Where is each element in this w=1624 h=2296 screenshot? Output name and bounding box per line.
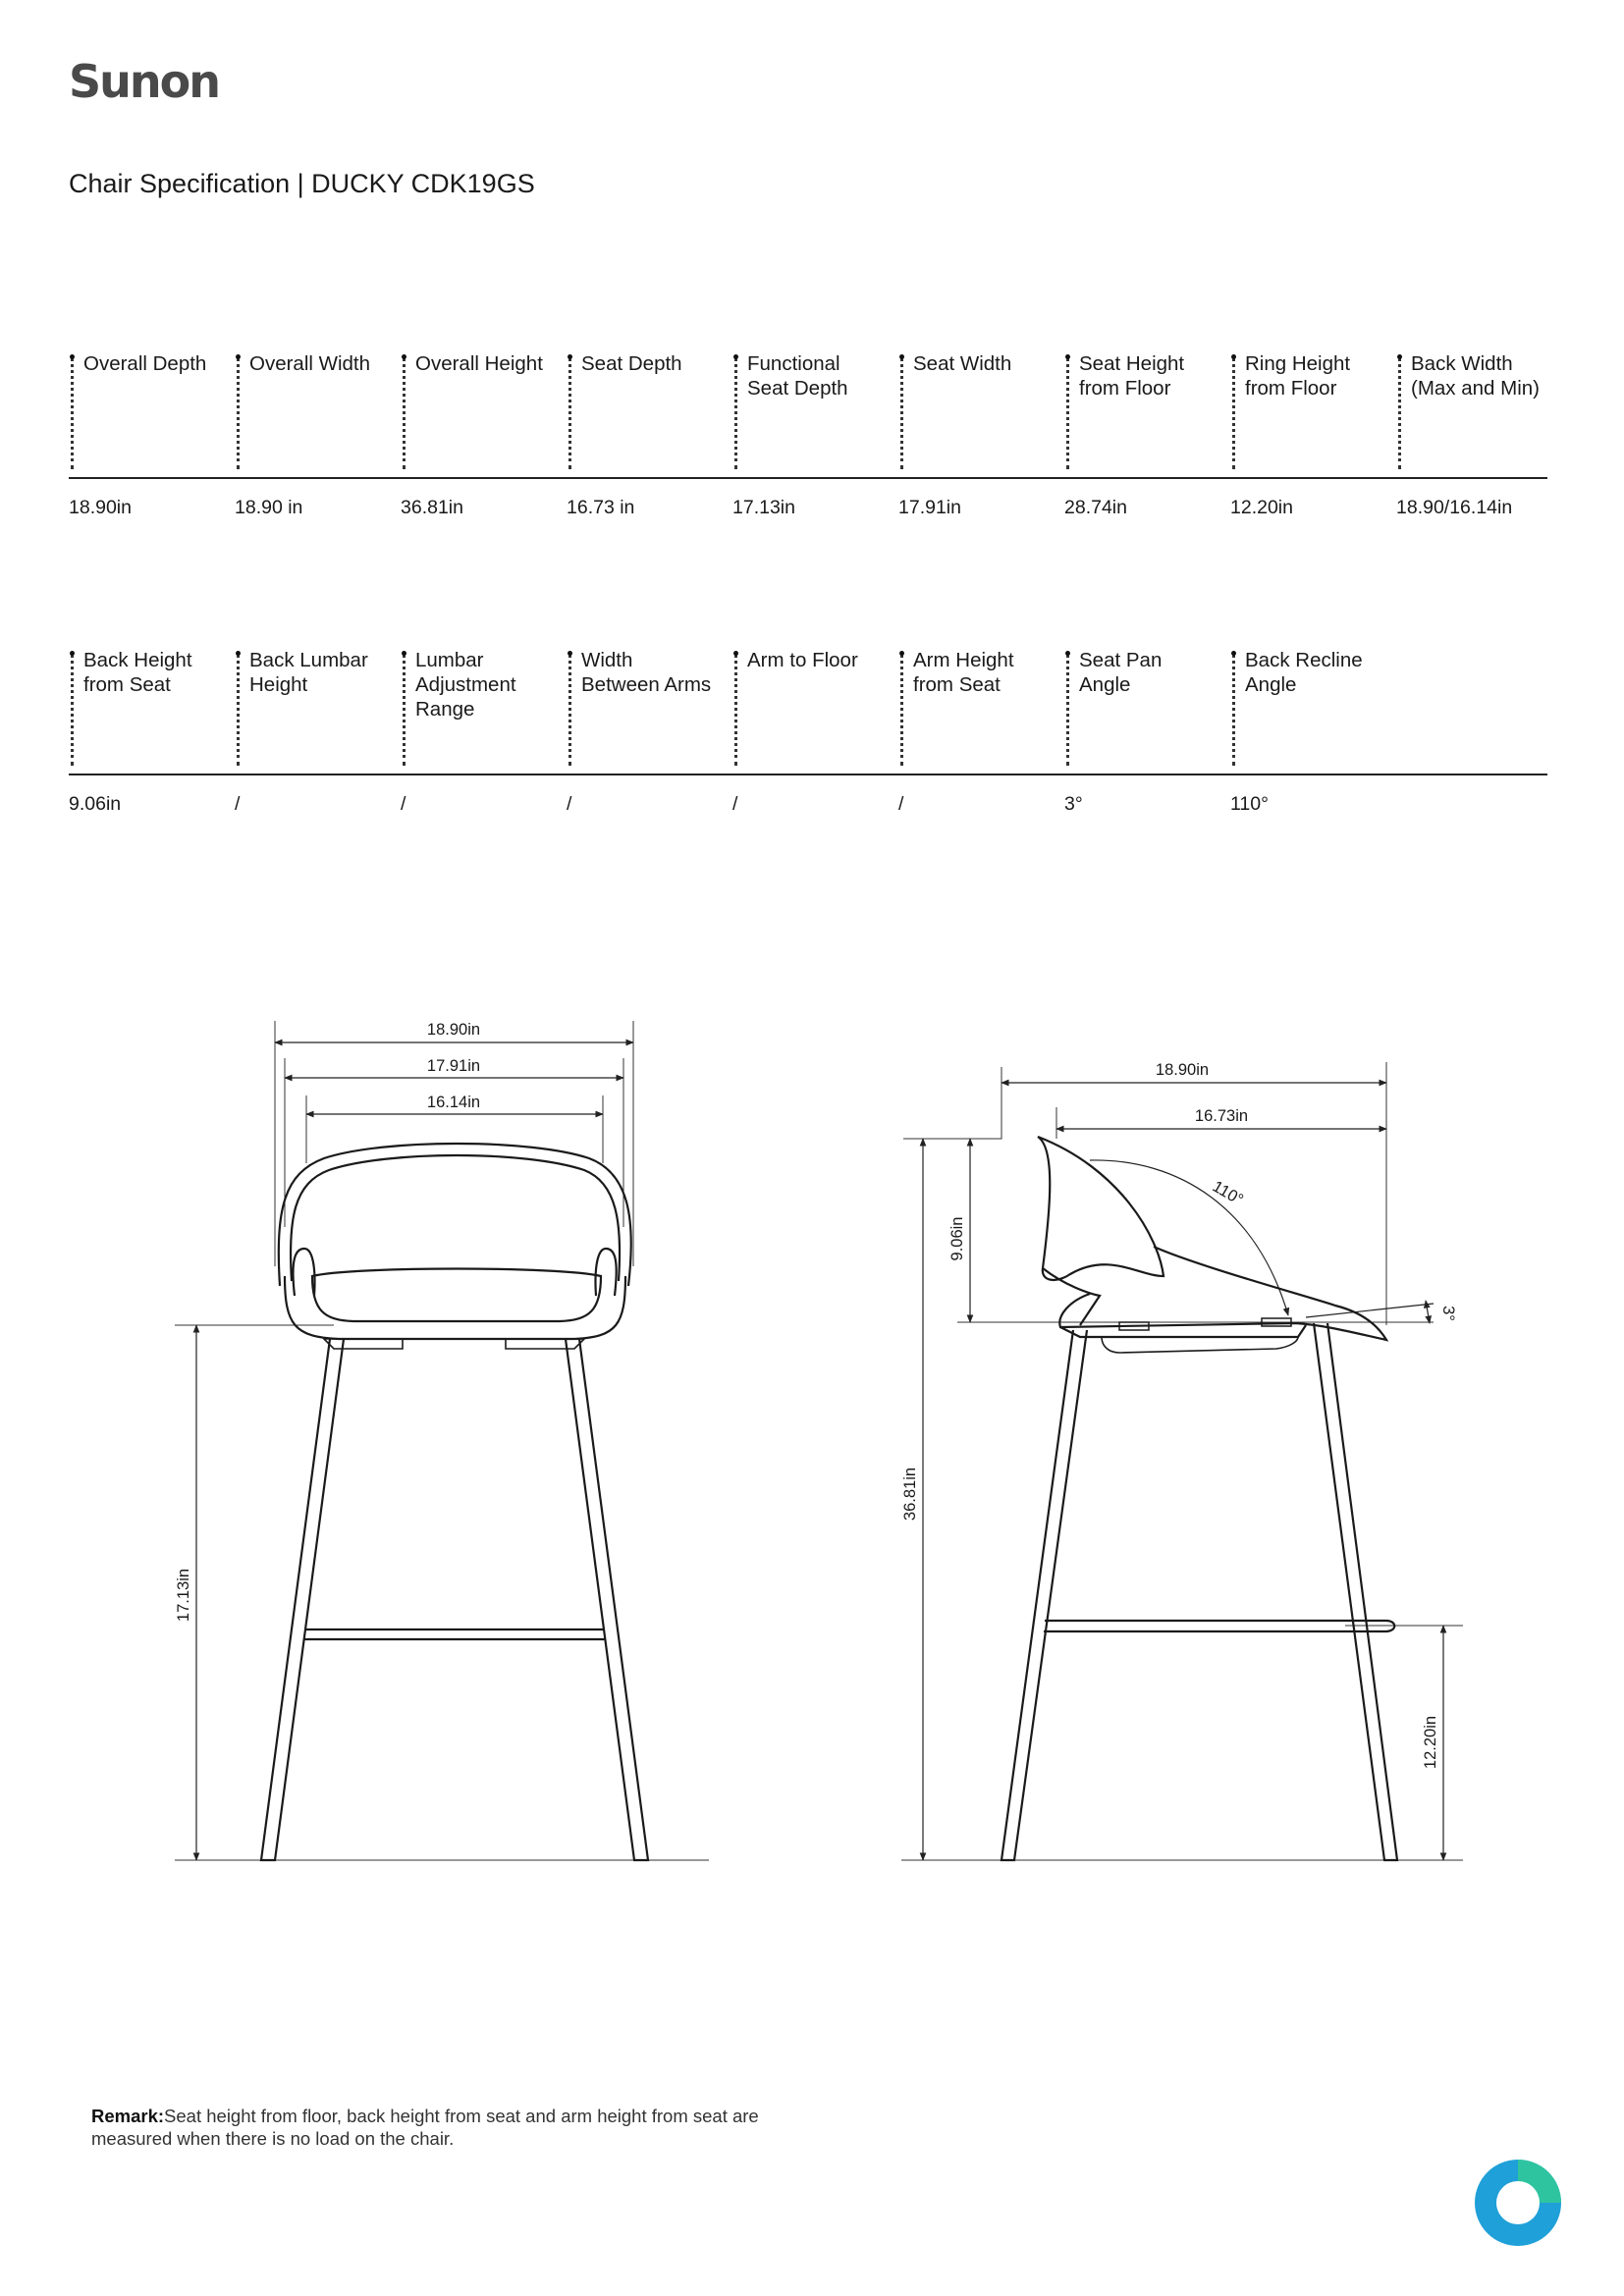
spec-label: Overall Height [415,352,543,375]
spec-label: Back Lumbar Height [249,649,368,696]
spec-value: 17.91in [898,497,961,518]
dotted-marker [1066,357,1069,469]
side-ring-height-label: 12.20in [1422,1715,1439,1770]
spec-header-cell [69,648,231,774]
spec-value: 12.20in [1230,497,1293,518]
spec-label: Functional Seat Depth [747,352,848,400]
spec-value: / [567,793,572,815]
spec-label: Back Height from Seat [83,649,192,696]
spec-header-cell [1230,351,1392,477]
spec-value: 17.13in [732,497,795,518]
remark-text: Seat height from floor, back height from seat and arm height from seat are measured when there is no load on the chair. [91,2106,759,2149]
spec-label: Seat Pan Angle [1079,649,1163,696]
spec-value: / [401,793,406,815]
side-back-height-label: 9.06in [948,1216,966,1261]
dotted-marker [71,357,74,469]
spec-header-cell [898,648,1060,774]
spec-value: 28.74in [1064,497,1127,518]
front-back-width-label: 16.14in [426,1094,481,1111]
spec-header-cell [1230,648,1392,774]
spec-label: Seat Width [913,352,1012,375]
dotted-marker [403,357,406,469]
dotted-marker [1232,654,1235,766]
dotted-marker [403,654,406,766]
spec-value: 16.73 in [567,497,635,518]
spec-value: 9.06in [69,793,122,815]
spec-label: Arm to Floor [747,649,858,671]
front-depth-label: 17.13in [175,1568,192,1623]
spec-header-cell [1064,351,1226,477]
spec-header-cell [1396,351,1558,477]
spec-label: Width Between Arms [581,649,712,696]
side-overall-height-label: 36.81in [901,1467,919,1522]
spec-label: Overall Depth [83,352,207,375]
spec-header-cell [567,351,729,477]
spec-values-row [69,479,1547,518]
spec-value: 36.81in [401,497,463,518]
spec-header-row [69,648,1547,775]
recline-angle-label: 110° [1209,1177,1247,1209]
side-depth-label: 18.90in [1155,1061,1210,1079]
spec-values-row [69,775,1547,815]
spec-header-cell [235,351,397,477]
sunon-badge-icon [1473,2158,1563,2248]
spec-header-cell [401,648,563,774]
front-seat-width-label: 17.91in [426,1057,481,1075]
spec-header-cell [235,648,397,774]
dotted-marker [71,654,74,766]
spec-value: / [235,793,241,815]
remark-note [91,2105,838,2150]
spec-value: 18.90in [69,497,132,518]
spec-value: 3° [1064,793,1083,815]
side-seat-depth-label: 16.73in [1194,1107,1249,1125]
front-view [175,1021,709,1860]
dotted-marker [1398,357,1401,469]
dotted-marker [734,654,737,766]
dotted-marker [1066,654,1069,766]
dotted-marker [734,357,737,469]
dotted-marker [237,654,240,766]
dotted-marker [900,654,903,766]
spec-header-cell [567,648,729,774]
spec-label: Back Recline Angle [1245,649,1363,696]
spec-header-cell [401,351,563,477]
spec-label: Back Width (Max and Min) [1411,352,1541,400]
dotted-marker [568,654,571,766]
remark-label: Remark: [91,2106,165,2126]
spec-label: Lumbar Adjustment Range [415,649,516,721]
side-view [901,1062,1463,1860]
seat-angle-label: 3° [1439,1306,1457,1321]
spec-header-cell [732,648,894,774]
sunon-logo: Sunon [69,55,219,108]
spec-value: 110° [1230,793,1269,815]
spec-value: 18.90 in [235,497,303,518]
spec-label: Arm Height from Seat [913,649,1014,696]
spec-value: / [898,793,904,815]
dotted-marker [237,357,240,469]
page-title: Chair Specification | DUCKY CDK19GS [69,169,535,198]
chair-drawings [0,982,1624,1944]
spec-label: Ring Height from Floor [1245,352,1351,400]
dotted-marker [1232,357,1235,469]
spec-table-row-1 [69,351,1547,518]
spec-header-cell [732,351,894,477]
dotted-marker [900,357,903,469]
spec-header-cell [898,351,1060,477]
spec-header-cell [1064,648,1226,774]
spec-value: 18.90/16.14in [1396,497,1513,518]
spec-label: Seat Height from Floor [1079,352,1185,400]
spec-table-row-2 [69,648,1547,815]
spec-header-cell [69,351,231,477]
front-width-label: 18.90in [426,1021,481,1039]
spec-label: Seat Depth [581,352,682,375]
spec-value: / [732,793,738,815]
spec-label: Overall Width [249,352,371,375]
dotted-marker [568,357,571,469]
spec-header-row [69,351,1547,479]
